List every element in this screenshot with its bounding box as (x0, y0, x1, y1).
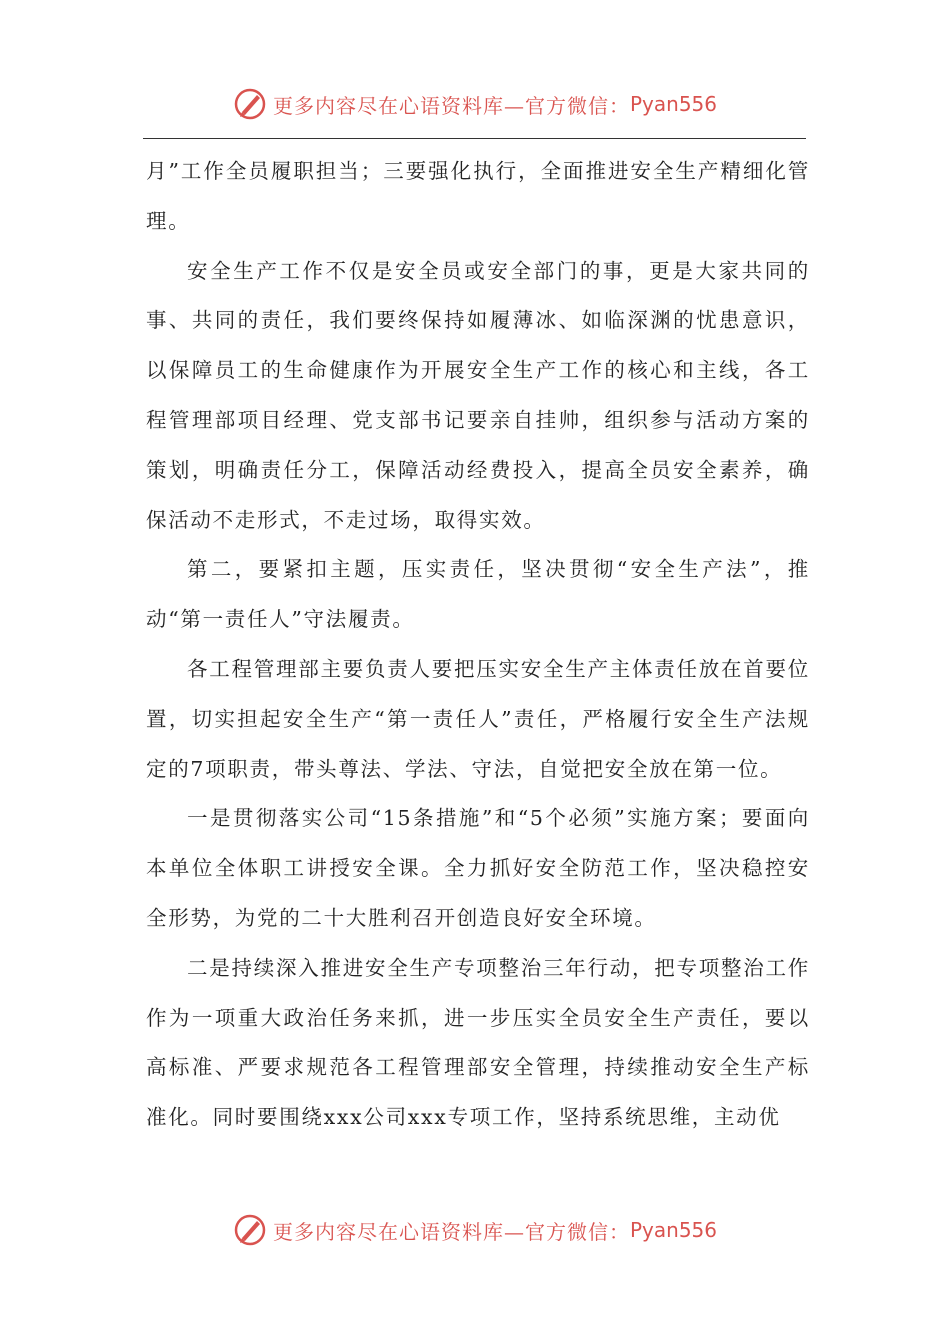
document-body (146, 147, 810, 1143)
banner-wechat-id: Pyan556 (629, 1218, 717, 1242)
paragraph: 第二，要紧扣主题，压实责任，坚决贯彻“安全生产法”，推动“第一责任人”守法履责。 (146, 557, 810, 632)
banner-text: 更多内容尽在心语资料库—官方微信： (272, 93, 630, 118)
header-banner (0, 84, 950, 124)
banner-text: 更多内容尽在心语资料库—官方微信： (272, 1219, 630, 1244)
pen-logo-icon (233, 87, 267, 121)
header-divider (143, 138, 806, 139)
banner-wechat-id: Pyan556 (629, 92, 717, 116)
footer-banner (0, 1210, 950, 1250)
paragraph: 安全生产工作不仅是安全员或安全部门的事，更是大家共同的事、共同的责任，我们要终保持如履薄冰、如临深渊的忧患意识，以保障员工的生命健康作为开展安全生产工作的核心和主线，各工程管理部项目经理、党支部书记要亲自挂帅，组织参与活动方案的策划，明确责任分工，保障活动经费投入，提高全员安全素养，确保活动不走形式，不走过场，取得实效。 (146, 258, 810, 532)
paragraph: 一是贯彻落实公司“15条措施”和“5个必须”实施方案；要面向本单位全体职工讲授安全课。全力抓好安全防范工作，坚决稳控安全形势，为党的二十大胜利召开创造良好安全环境。 (146, 806, 810, 930)
pen-logo-icon (233, 1213, 267, 1247)
paragraph: 各工程管理部主要负责人要把压实安全生产主体责任放在首要位置，切实担起安全生产“第一责任人”责任，严格履行安全生产法规定的7项职责，带头尊法、学法、守法，自觉把安全放在第一位。 (146, 656, 810, 781)
paragraph: 月”工作全员履职担当；三要强化执行，全面推进安全生产精细化管理。 (146, 159, 810, 233)
paragraph: 二是持续深入推进安全生产专项整治三年行动，把专项整治工作作为一项重大政治任务来抓，进一步压实全员安全生产责任，要以高标准、严要求规范各工程管理部安全管理，持续推动安全生产标准化。同时要围绕xxx公司xxx专项工作，坚持系统思维，主动优 (146, 955, 810, 1130)
